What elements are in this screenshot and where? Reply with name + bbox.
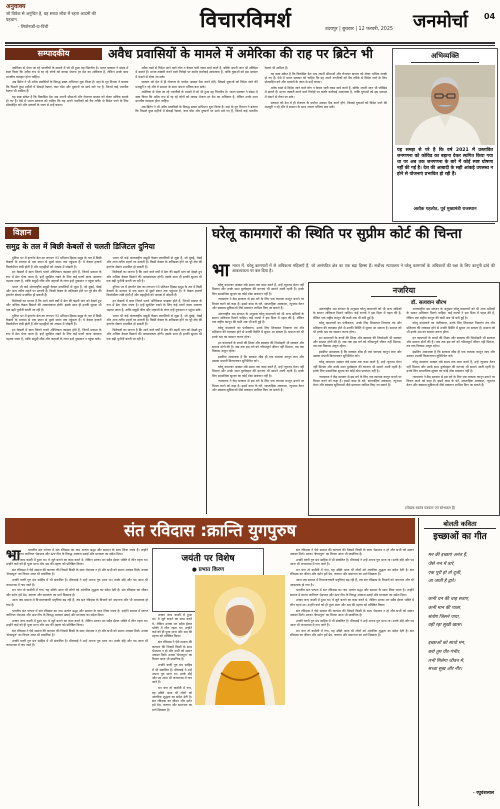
masthead (0, 0, 500, 46)
opinion-box (392, 48, 498, 222)
ravidas-para: मन चंगा तो कठौती में गंगा, यह उक्ति आज भी लोगों को आंतरिक शुद्धता का संदेश देती है। संत रविदास का जीवन और दर्शन हमें प्रेम, करुणा और समानता का मार्ग दिखाता है। (290, 568, 414, 577)
ravidas-body-col1 (6, 548, 148, 803)
science-label: विज्ञान (5, 227, 39, 239)
workers-body-col2 (313, 307, 495, 505)
poem-poet: - रघुवंशलाल (472, 791, 494, 796)
workers-headline: घरेलू कामगारों की स्थिति पर सुप्रीम कोर्ट की चिन्ता (212, 226, 462, 242)
workers-column-label: नजरिया (371, 285, 437, 297)
masthead-small-quote: जो विवेक से अनुचित है, वह सच्चा लोक में रहता आदमी की पहचान (6, 11, 96, 22)
workers-para: अंतरराष्ट्रीय श्रम संगठन के अनुसार घरेलू कामगारों को भी अन्य श्रमिकों के समान अधिकार मिलने चाहिए। कई राज्यों ने इस दिशा में पहल की है, लेकिन एक राष्ट्रीय कानून की कमी अब भी बनी हुई है। (313, 307, 402, 320)
workers-para: इसलिए आवश्यक है कि सरकार शीघ्र ही एक व्यापक कानून लाए और उसका प्रभावी क्रियान्वयन सुनिश्चित करे। (313, 350, 402, 359)
ravidas-portrait (195, 575, 285, 705)
poem-line: तभी मिलेगा जीवन में, (428, 658, 465, 664)
science-body (6, 256, 202, 512)
ravidas-para: संत रविदास ने ऐसे समाज की कल्पना की जिसमें किसी के साथ भेदभाव न हो और सभी को समान अवसर मिले। उनका 'बेगमपुरा' का विचार आज भी प्रासंगिक है। (290, 548, 414, 557)
ravidas-para: भारतीय संत परंपरा में संत रविदास का नाम अत्यंत श्रद्धा और सम्मान के साथ लिया जाता है। उन्होंने समाज में व्याप्त जातिगत भेदभाव और ऊंच-नीच के विरुद्ध आवाज उठाई और मानवता का संदेश दिया। (290, 588, 414, 597)
masthead-title: विचारविमर्श (200, 8, 292, 32)
editorial-section-label: सम्पादकीय (5, 48, 102, 60)
editorial-body (6, 66, 387, 218)
section-divider (5, 223, 495, 224)
editorial-para: सरकार को देश में ही रोजगार के पर्याप्त अवसर पैदा करने होंगे, जिससे युवाओं को विदेश जाने की मजबूरी न रहे और वे सम्मान के साथ अपना भविष्य बना सकें। (264, 100, 387, 109)
editorial-headline: अवैध प्रवासियों के मामले में अमेरिका की राह पर ब्रिटेन भी (108, 46, 373, 61)
poem-line: कभी मान की प्यास, (428, 605, 462, 611)
workers-para: न्यायालय ने केंद्र सरकार से इस वर्ग के लिए एक व्यापक कानून बनाने पर विचार करने को कहा है। इसमें काम के घंटे, साप्ताहिक अवकाश, न्यूनतम वेतन और स्वास्थ्य सुविधाओं जैसे प्रावधान शामिल किए जा सकते हैं। (212, 379, 304, 393)
workers-para: इसलिए आवश्यक है कि सरकार शीघ्र ही एक व्यापक कानून लाए और उसका प्रभावी क्रियान्वयन सुनिश्चित करे। (212, 354, 304, 364)
science-para: विशेषज्ञों का मानना है कि आने वाले वर्षों में डेटा की बढ़ती मांग को देखते हुए और अधिक केबल बिछाने की आवश्यकता होगी। इसके साथ ही इनकी सुरक्षा भी एक बड़ी चुनौती बनती जा रही है। (106, 327, 202, 341)
ravidas-para: उनकी वाणी गुरु ग्रंथ साहिब में भी संकलित है। मीराबाई ने उन्हें अपना गुरु माना था। उनके दोहे और पद आज भी जनमानस में गाए जाते हैं। (152, 663, 192, 685)
ravidas-para: उनकी वाणी गुरु ग्रंथ साहिब में भी संकलित है। मीराबाई ने उन्हें अपना गुरु माना था। उनके दोहे और पद आज भी जनमानस में गाए जाते हैं। (6, 638, 148, 648)
science-para: इन केबलों में बाल जितने पतले ऑप्टिकल फाइबर होते हैं, जिनमें प्रकाश के रूप में डेटा भेजा जाता है। इन्हें सुरक्षित रखने के लिए कई परतों वाला आवरण चढ़ाया जाता है, ताकि समुद्री जीव और जहाजों के लंगर इन्हें नुकसान न पहुंचा सकें। (6, 270, 102, 283)
science-para: भारत भी कई अंतरराष्ट्रीय समुद्री केबल प्रणालियों से जुड़ा है, जो मुंबई, चेन्नई और अन्य तटीय शहरों पर उतरती हैं। किसी केबल के क्षतिग्रस्त होने पर पूरे क्षेत्र की इंटरनेट सेवाएं प्रभावित हो सकती हैं। (6, 284, 102, 298)
editorial-para: अवैध रास्ते से विदेश जाने वाले लोग न केवल भारी रकम खर्च करते हैं, बल्कि अपनी जान भी जोखिम में डालते हैं। मानव तस्करी करने वाले गिरोहों पर कठोर कार्रवाई आवश्यक है, ताकि युवाओं को इस दलदल में फंसने से रोका जा सके। (264, 86, 387, 99)
ravidas-para: आज जब समाज में विभाजनकारी प्रवृत्तियां बढ़ रही हैं, तब संत रविदास के विचारों को अपनाना और भी आवश्यक हो गया है। (6, 598, 148, 607)
science-para: दुनिया भर में इंटरनेट डेटा का लगभग 95 प्रतिशत हिस्सा समुद्र के तल में बिछी केबलों के माध्यम से एक स्थान से दूसरे स्थान तक पहुंचता है। ये केबल हजारों किलोमीटर लंबी होती हैं और महाद्वीपों को आपस में जोड़ती हैं। (6, 256, 102, 269)
ravidas-para: मन चंगा तो कठौती में गंगा, यह उक्ति आज भी लोगों को आंतरिक शुद्धता का संदेश देती है। संत रविदास का जीवन और दर्शन हमें प्रेम, करुणा और समानता का मार्ग दिखाता है। (152, 686, 192, 712)
workers-para: घरेलू कामगार अक्सर लंबे समय तक काम करते हैं, उन्हें न्यूनतम वेतन नहीं मिलता और उनके साथ दुर्व्यवहार की घटनाएं भी सामने आती रहती हैं। इनके लिए सामाजिक सुरक्षा का कोई ठोस प्रावधान नहीं है। (313, 360, 402, 373)
poem-line: कभी धन की चाह सताए, (428, 596, 470, 602)
editorial-para: अमेरिका से भेजा जा रहे भारतीयों के मामले में जो भी हुआ वह चिंतनीय है। भारत सरकार ने संसद में स्पष्ट किया कि अवैध रूप से रह रहे लोगों को वापस भेजना हर देश का अधिकार है, लेकिन उनके साथ मानवीय व्यवहार होना चाहिए। (135, 90, 258, 104)
ravidas-para: संत रविदास ने ऐसे समाज की कल्पना की जिसमें किसी के साथ भेदभाव न हो और सभी को समान अवसर मिले। उनका 'बेगमपुरा' का विचार आज भी प्रासंगिक है। (6, 628, 148, 638)
workers-para: घरेलू कामगार अक्सर लंबे समय तक काम करते हैं, उन्हें न्यूनतम वेतन नहीं मिलता और उनके साथ दुर्व्यवहार की घटनाएं भी सामने आती रहती हैं। इनके लिए सामाजिक सुरक्षा का कोई ठोस प्रावधान नहीं है। (212, 283, 304, 296)
editorial-para: अमेरिका से भेजा जा रहे भारतीयों के मामले में जो भी हुआ वह चिंतनीय है। भारत सरकार ने संसद में स्पष्ट किया कि अवैध रूप से रह रहे लोगों को वापस भेजना हर देश का अधिकार है, लेकिन उनके साथ मानवीय व्यवहार होना चाहिए। (6, 66, 129, 79)
ravidas-body-col2 (152, 613, 192, 803)
science-para: इन केबलों में बाल जितने पतले ऑप्टिकल फाइबर होते हैं, जिनमें प्रकाश के रूप में डेटा भेजा जाता है। इन्हें सुरक्षित रखने के लिए कई परतों वाला आवरण चढ़ाया जाता है, ताकि समुद्री जीव और जहाजों के लंगर इन्हें नुकसान न पहुंचा सकें। (106, 299, 202, 312)
ravidas-para: उनकी वाणी गुरु ग्रंथ साहिब में भी संकलित है। मीराबाई ने उन्हें अपना गुरु माना था। उनके दोहे और पद आज भी जनमानस में गाए जाते हैं। (290, 558, 414, 567)
poem-line: आ जाती है द्वारे। (428, 579, 456, 585)
workers-para: न्यायालय ने केंद्र सरकार से इस वर्ग के लिए एक व्यापक कानून बनाने पर विचार करने को कहा है। इसमें काम के घंटे, साप्ताहिक अवकाश, न्यूनतम वेतन और स्वास्थ्य सुविधाओं जैसे प्रावधान शामिल किए जा सकते हैं। (406, 374, 495, 388)
editorial-para: यह स्पष्ट संकेत है कि विकसित देश अब अपनी सीमाओं और रोजगार बाजार को लेकर अधिक सतर्क हो गए हैं। ऐसे में भारत सरकार को चाहिए कि वह अपने नागरिकों को वैध तरीके से विदेश जाने के लिए प्रोत्साहित करे और दलालों के जाल से उन्हें बचाए। (6, 94, 129, 108)
ravidas-banner (5, 518, 415, 544)
ravidas-para: उनका जन्म काशी में हुआ था। वे जूते बनाने का काम करते थे, लेकिन उनका मन सदैव ईश्वर भक्ति में लीन रहता था। उन्होंने कर्म को ही पूजा माना और श्रम की महत्ता को प्रतिष्ठित किया। (6, 558, 148, 567)
workers-dropcap: भा (212, 260, 230, 281)
editorial-para: अब ब्रिटेन ने भी अवैध प्रवासियों के विरुद्ध सख्त अभियान शुरू किया है। वहां के गृह विभाग ने बताया कि पिछले कुछ महीनों में सैकड़ों रेस्तरां, कार वॉश और दुकानों पर छापे मारे गए हैं, जिनमें कई भारतीय रेस्तरां भी शामिल हैं। (135, 66, 289, 114)
workers-para: अंतरराष्ट्रीय श्रम संगठन के अनुसार घरेलू कामगारों को भी अन्य श्रमिकों के समान अधिकार मिलने चाहिए। कई राज्यों ने इस दिशा में पहल की है, लेकिन एक राष्ट्रीय कानून की कमी अब भी बनी हुई है। (212, 311, 304, 325)
poem-body (428, 552, 496, 675)
masthead-quote-source: - लियोनार्डो-दा-विंची (18, 24, 49, 29)
masthead-brand: जनमोर्चा (413, 11, 468, 32)
ravidas-para: संत रविदास ने ऐसे समाज की कल्पना की जिसमें किसी के साथ भेदभाव न हो और सभी को समान अवसर मिले। उनका 'बेगमपुरा' का विचार आज भी प्रासंगिक है। (290, 608, 414, 617)
poem-line: मन की इच्छाएं अनंत हैं, (428, 553, 468, 558)
science-para: विशेषज्ञों का मानना है कि आने वाले वर्षों में डेटा की बढ़ती मांग को देखते हुए और अधिक केबल बिछाने की आवश्यकता होगी। इसके साथ ही इनकी सुरक्षा भी एक बड़ी चुनौती बनती जा रही है। (6, 299, 102, 312)
editorial-para: अवैध रास्ते से विदेश जाने वाले लोग न केवल भारी रकम खर्च करते हैं, बल्कि अपनी जान भी जोखिम में डालते हैं। मानव तस्करी करने वाले गिरोहों पर कठोर कार्रवाई आवश्यक है, ताकि युवाओं को इस दलदल में फंसने से रोका जा सके। (135, 66, 258, 79)
science-para: दुनिया भर में इंटरनेट डेटा का लगभग 95 प्रतिशत हिस्सा समुद्र के तल में बिछी केबलों के माध्यम से एक स्थान से दूसरे स्थान तक पहुंचता है। ये केबल हजारों किलोमीटर लंबी होती हैं और महाद्वीपों को आपस में जोड़ती हैं। (106, 284, 202, 298)
workers-para: इसलिए आवश्यक है कि सरकार शीघ्र ही एक व्यापक कानून लाए और उसका प्रभावी क्रियान्वयन सुनिश्चित करे। (406, 350, 495, 359)
poem-line: जैसे नभ में तारे, (428, 561, 455, 567)
ravidas-para: मन चंगा तो कठौती में गंगा, यह उक्ति आज भी लोगों को आंतरिक शुद्धता का संदेश देती है। संत रविदास का जीवन और दर्शन हमें प्रेम, करुणा और समानता का मार्ग दिखाता है। (290, 628, 414, 638)
workers-lead (212, 260, 495, 281)
poem-line: सच्चा सुख और नीर। (428, 667, 463, 673)
ravidas-para: मन चंगा तो कठौती में गंगा, यह उक्ति आज भी लोगों को आंतरिक शुद्धता का संदेश देती है। संत रविदास का जीवन और दर्शन हमें प्रेम, करुणा और समानता का मार्ग दिखाता है। (6, 588, 148, 597)
workers-para: अंतरराष्ट्रीय श्रम संगठन के अनुसार घरेलू कामगारों को भी अन्य श्रमिकों के समान अधिकार मिलने चाहिए। कई राज्यों ने इस दिशा में पहल की है, लेकिन एक राष्ट्रीय कानून की कमी अब भी बनी हुई है। (406, 307, 495, 320)
poem-label: बोलती कविता (424, 519, 496, 529)
science-para: इन केबलों में बाल जितने पतले ऑप्टिकल फाइबर होते हैं, जिनमें प्रकाश के रूप में डेटा भेजा जाता है। इन्हें सुरक्षित रखने के लिए कई परतों वाला आवरण चढ़ाया जाता है, ताकि समुद्री जीव और जहाजों के लंगर इन्हें नुकसान न पहुंचा सकें। (6, 327, 102, 341)
poem-line: वही रहा सुखी खास। (428, 623, 462, 629)
masthead-small-logo: अनुवाक्य (6, 3, 26, 10)
workers-para: इन कामगारों के बच्चों की शिक्षा और स्वास्थ्य की जिम्मेदारी भी सरकार और समाज दोनों की है। जब तक इस वर्ग को गरिमापूर्ण जीवन नहीं मिलता, तब तक विकास अधूरा रहेगा। (313, 335, 402, 349)
masthead-date: उदयपुर | बुधवार | 12 फरवरी, 2025 (325, 27, 393, 32)
ravidas-headline: संत रविदास :क्रान्ति युगपुरुष (123, 521, 297, 540)
workers-para: घरेलू कामगार अक्सर लंबे समय तक काम करते हैं, उन्हें न्यूनतम वेतन नहीं मिलता और उनके साथ दुर्व्यवहार की घटनाएं भी सामने आती रहती हैं। इनके लिए सामाजिक सुरक्षा का कोई ठोस प्रावधान नहीं है। (212, 365, 304, 378)
ravidas-author-name: प्रभात किरण (198, 567, 225, 573)
ravidas-para: भारतीय संत परंपरा में संत रविदास का नाम अत्यंत श्रद्धा और सम्मान के साथ लिया जाता है। उन्होंने समाज में व्याप्त जातिगत भेदभाव और ऊंच-नीच के विरुद्ध आवाज उठाई और मानवता का संदेश दिया। (6, 548, 148, 557)
poem-line (428, 587, 496, 596)
ravidas-para: उनका जन्म काशी में हुआ था। वे जूते बनाने का काम करते थे, लेकिन उनका मन सदैव ईश्वर भक्ति में लीन रहता था। उन्होंने कर्म को ही पूजा माना और श्रम की महत्ता को प्रतिष्ठित किया। (6, 618, 148, 627)
ravidas-para: संत रविदास ने ऐसे समाज की कल्पना की जिसमें किसी के साथ भेदभाव न हो और सभी को समान अवसर मिले। उनका 'बेगमपुरा' का विचार आज भी प्रासंगिक है। (152, 640, 192, 662)
poem-title: इच्छाओं का गीत (433, 532, 487, 542)
ravidas-para: संत रविदास ने ऐसे समाज की कल्पना की जिसमें किसी के साथ भेदभाव न हो और सभी को समान अवसर मिले। उनका 'बेगमपुरा' का विचार आज भी प्रासंगिक है। (6, 568, 148, 577)
opinion-label: अभिव्यक्ति (411, 52, 479, 63)
workers-para: घरेलू कामगारों का पंजीकरण, उनके लिए शिकायत निवारण तंत्र और प्रशिक्षण की व्यवस्था होने से उनकी स्थिति में सुधार आ सकता है। समाज को भी इनके श्रम का सम्मान करना होगा। (406, 321, 495, 334)
science-para: भारत भी कई अंतरराष्ट्रीय समुद्री केबल प्रणालियों से जुड़ा है, जो मुंबई, चेन्नई और अन्य तटीय शहरों पर उतरती हैं। किसी केबल के क्षतिग्रस्त होने पर पूरे क्षेत्र की इंटरनेट सेवाएं प्रभावित हो सकती हैं। (106, 313, 202, 327)
opinion-author: अशोक गहलोत, पूर्व मुख्यमंत्री राजस्थान (413, 207, 477, 212)
editorial-para: अब ब्रिटेन ने भी अवैध प्रवासियों के विरुद्ध सख्त अभियान शुरू किया है। वहां के गृह विभाग ने बताया कि पिछले कुछ महीनों में सैकड़ों रेस्तरां, कार वॉश और दुकानों पर छापे मारे गए हैं, जिनमें कई भारतीय रेस्तरां भी शामिल हैं। (6, 80, 129, 93)
workers-para: घरेलू कामगारों का पंजीकरण, उनके लिए शिकायत निवारण तंत्र और प्रशिक्षण की व्यवस्था होने से उनकी स्थिति में सुधार आ सकता है। समाज को भी इनके श्रम का सम्मान करना होगा। (212, 326, 304, 339)
ravidas-author-bullet: ● (191, 567, 199, 573)
science-para: भारत भी कई अंतरराष्ट्रीय समुद्री केबल प्रणालियों से जुड़ा है, जो मुंबई, चेन्नई और अन्य तटीय शहरों पर उतरती हैं। किसी केबल के क्षतिग्रस्त होने पर पूरे क्षेत्र की इंटरनेट सेवाएं प्रभावित हो सकती हैं। (106, 256, 202, 269)
ravidas-para: उनकी वाणी गुरु ग्रंथ साहिब में भी संकलित है। मीराबाई ने उन्हें अपना गुरु माना था। उनके दोहे और पद आज भी जनमानस में गाए जाते हैं। (290, 618, 414, 627)
poem-line: एक पूरी हो तो दूजी, (428, 570, 462, 576)
science-headline: समुद्र के तल में बिछी केबलों से चलती डिजिटल दुनिया (6, 242, 155, 251)
science-para: दुनिया भर में इंटरनेट डेटा का लगभग 95 प्रतिशत हिस्सा समुद्र के तल में बिछी केबलों के माध्यम से एक स्थान से दूसरे स्थान तक पहुंचता है। ये केबल हजारों किलोमीटर लंबी होती हैं और महाद्वीपों को आपस में जोड़ती हैं। (6, 313, 102, 327)
workers-para: इन कामगारों के बच्चों की शिक्षा और स्वास्थ्य की जिम्मेदारी भी सरकार और समाज दोनों की है। जब तक इस वर्ग को गरिमापूर्ण जीवन नहीं मिलता, तब तक विकास अधूरा रहेगा। (212, 340, 304, 354)
ravidas-para: भारतीय संत परंपरा में संत रविदास का नाम अत्यंत श्रद्धा और सम्मान के साथ लिया जाता है। उन्होंने समाज में व्याप्त जातिगत भेदभाव और ऊंच-नीच के विरुद्ध आवाज उठाई और मानवता का संदेश दिया। (6, 608, 148, 617)
poem-line: इच्छाओं को साधो मन, (428, 640, 466, 646)
ravidas-body-col3 (290, 548, 414, 803)
ravidas-dropcap: भा (6, 546, 21, 564)
ravidas-para: उनकी वाणी गुरु ग्रंथ साहिब में भी संकलित है। मीराबाई ने उन्हें अपना गुरु माना था। उनके दोहे और पद आज भी जनमानस में गाए जाते हैं। (6, 578, 148, 587)
workers-footer-note: (लेखक स्वतंत्र पत्रकार एवं स्तंभकार हैं) (405, 506, 456, 510)
poem-line (428, 631, 496, 640)
ravidas-author (153, 565, 263, 573)
workers-para: घरेलू कामगारों का पंजीकरण, उनके लिए शिकायत निवारण तंत्र और प्रशिक्षण की व्यवस्था होने से उनकी स्थिति में सुधार आ सकता है। समाज को भी इनके श्रम का सम्मान करना होगा। (313, 321, 402, 334)
editorial-para: यह स्पष्ट संकेत है कि विकसित देश अब अपनी सीमाओं और रोजगार बाजार को लेकर अधिक सतर्क हो गए हैं। ऐसे में भारत सरकार को चाहिए कि वह अपने नागरिकों को वैध तरीके से विदेश जाने के लिए प्रोत्साहित करे और दलालों के जाल से उन्हें बचाए। (264, 71, 387, 85)
workers-para: न्यायालय ने केंद्र सरकार से इस वर्ग के लिए एक व्यापक कानून बनाने पर विचार करने को कहा है। इसमें काम के घंटे, साप्ताहिक अवकाश, न्यूनतम वेतन और स्वास्थ्य सुविधाओं जैसे प्रावधान शामिल किए जा सकते हैं। (313, 374, 402, 388)
ravidas-para: उनका जन्म काशी में हुआ था। वे जूते बनाने का काम करते थे, लेकिन उनका मन सदैव ईश्वर भक्ति में लीन रहता था। उन्होंने कर्म को ही पूजा माना और श्रम की महत्ता को प्रतिष्ठित किया। (152, 613, 192, 639)
workers-para: घरेलू कामगार अक्सर लंबे समय तक काम करते हैं, उन्हें न्यूनतम वेतन नहीं मिलता और उनके साथ दुर्व्यवहार की घटनाएं भी सामने आती रहती हैं। इनके लिए सामाजिक सुरक्षा का कोई ठोस प्रावधान नहीं है। (406, 360, 495, 373)
workers-lead-text: भारत में, घरेलू कामगारों में से अधिकतर महिलाएँ हैं, जो असंगठित क्षेत्र का एक बड़ा हिस्सा हैं। सर्वोच्च न्यायालय ने घरेलू कामगारों के अधिकारों की रक्षा के लिए कानूनी ढांचे की आवश्यकता पर बल दिया है। (232, 263, 495, 274)
author-portrait (395, 65, 495, 145)
workers-byline: डॉ. सत्यवान सौरभ (411, 300, 447, 306)
poem-line: बनो तुम धीर-गंभीर, (428, 649, 461, 655)
masthead-rule (5, 42, 495, 44)
workers-column-box (308, 282, 500, 516)
poem-divider (418, 518, 419, 806)
ravidas-jayanti-label: जयंती पर विशेष (181, 554, 235, 564)
ravidas-para: उनका जन्म काशी में हुआ था। वे जूते बनाने का काम करते थे, लेकिन उनका मन सदैव ईश्वर भक्ति में लीन रहता था। उन्होंने कर्म को ही पूजा माना और श्रम की महत्ता को प्रतिष्ठित किया। (290, 598, 414, 607)
science-para: विशेषज्ञों का मानना है कि आने वाले वर्षों में डेटा की बढ़ती मांग को देखते हुए और अधिक केबल बिछाने की आवश्यकता होगी। इसके साथ ही इनकी सुरक्षा भी एक बड़ी चुनौती बनती जा रही है। (106, 270, 202, 283)
ravidas-para: आज जब समाज में विभाजनकारी प्रवृत्तियां बढ़ रही हैं, तब संत रविदास के विचारों को अपनाना और भी आवश्यक हो गया है। (290, 578, 414, 587)
workers-body-col1 (212, 283, 304, 512)
opinion-quote: यह समझ से परे है कि वर्ष 2021 में प्रस्तावित जनगणना को कोविड का बहाना देकर स्थगित किया गया था पर अब तक जनगणना के बारे में कोई स्पष्ट घोषणा नहीं की गई है। देश की आबादी के सही आंकड़े उपलब्ध न होने से योजनाएं प्रभावित हो रही हैं। (397, 148, 493, 177)
editorial-para: सरकार को देश में ही रोजगार के पर्याप्त अवसर पैदा करने होंगे, जिससे युवाओं को विदेश जाने की मजबूरी न रहे और वे सम्मान के साथ अपना भविष्य बना सकें। (135, 80, 258, 89)
workers-para: इन कामगारों के बच्चों की शिक्षा और स्वास्थ्य की जिम्मेदारी भी सरकार और समाज दोनों की है। जब तक इस वर्ग को गरिमापूर्ण जीवन नहीं मिलता, तब तक विकास अधूरा रहेगा। (406, 335, 495, 349)
masthead-page-no: 04 (484, 12, 496, 21)
workers-para: न्यायालय ने केंद्र सरकार से इस वर्ग के लिए एक व्यापक कानून बनाने पर विचार करने को कहा है। इसमें काम के घंटे, साप्ताहिक अवकाश, न्यूनतम वेतन और स्वास्थ्य सुविधाओं जैसे प्रावधान शामिल किए जा सकते हैं। (212, 297, 304, 310)
poem-line: संतोष जिसने पाया, (428, 614, 460, 620)
column-divider (206, 227, 207, 514)
